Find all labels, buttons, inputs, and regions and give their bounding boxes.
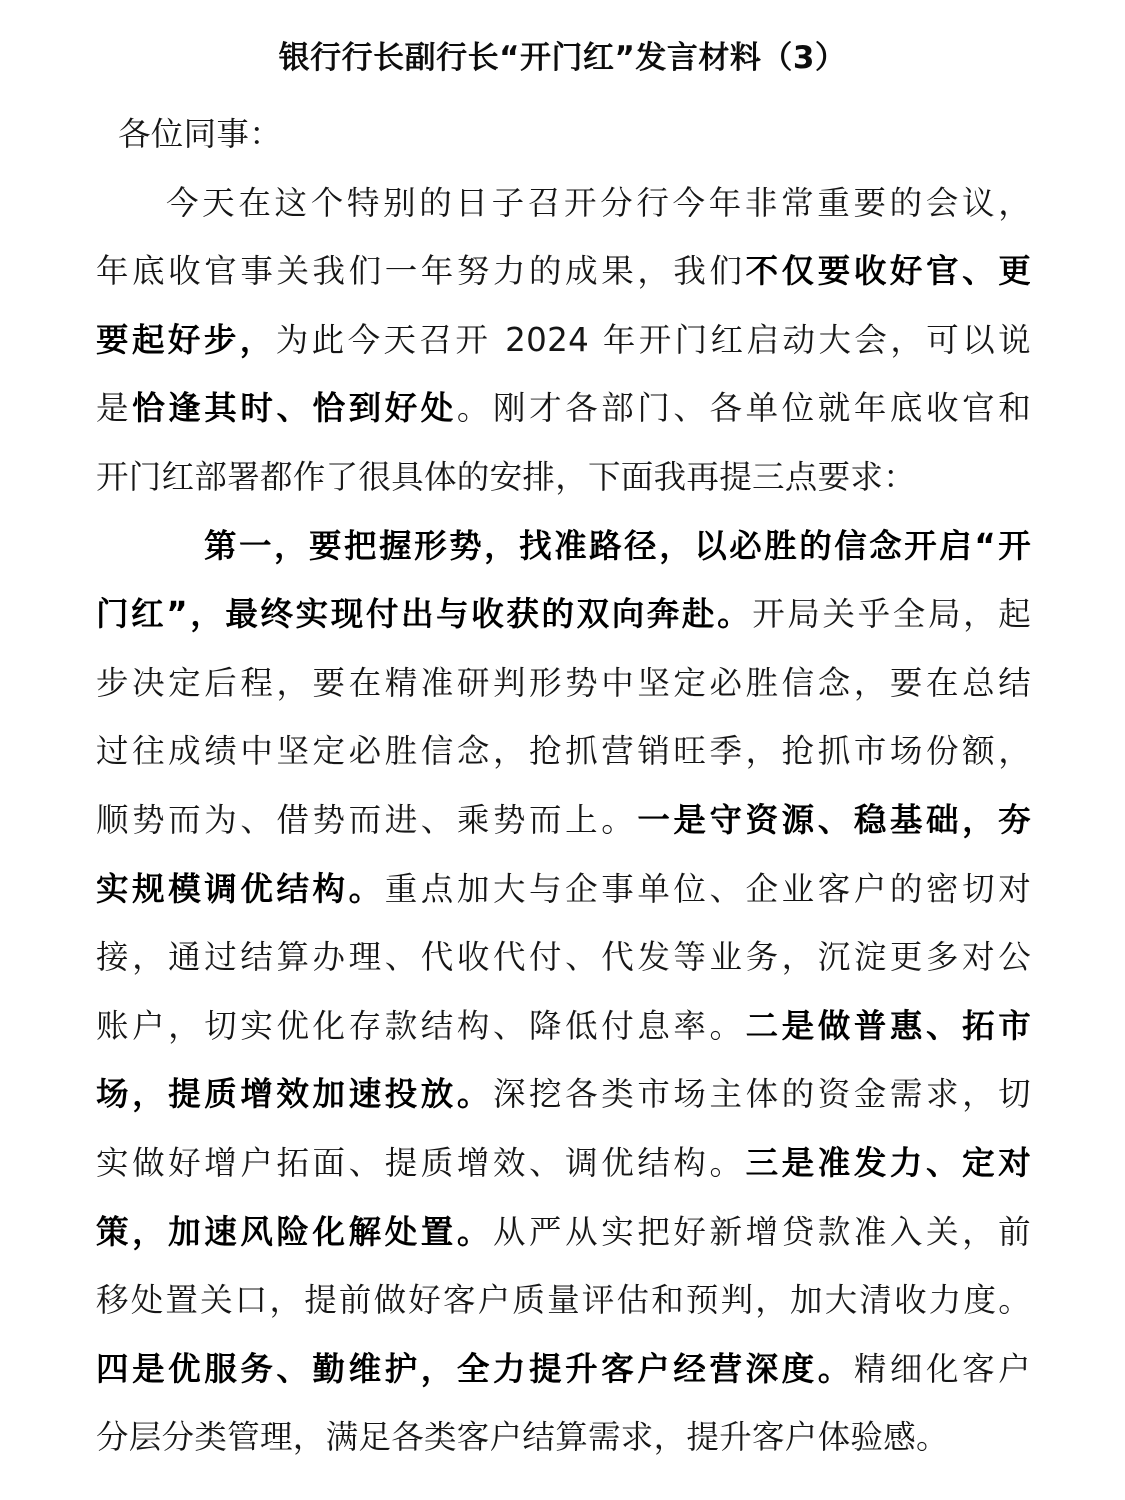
text-segment: 是: [96, 389, 133, 428]
bold-text-segment: 策，加速风险化解处置。: [96, 1212, 493, 1251]
bold-text-segment: 不仅要收好官、更: [745, 252, 1031, 291]
text-segment: 从严从实把好新增贷款准入关，前: [492, 1212, 1031, 1251]
text-line: [96, 992, 1031, 1061]
bold-text-segment: 一是守资源、稳基础，夯: [637, 800, 1031, 839]
text-segment: 账户，切实优化存款结构、降低付息率。: [96, 1006, 746, 1045]
bold-text-segment: 二是做普惠、拓市: [745, 1006, 1031, 1045]
text-line: [96, 1060, 1031, 1129]
text-line: [96, 717, 1031, 786]
text-line: [96, 1198, 1031, 1267]
text-line: [96, 1403, 1031, 1472]
text-line: [96, 855, 1031, 924]
text-segment: 重点加大与企事单位、企业客户的密切对: [384, 869, 1031, 908]
text-line: [96, 512, 1031, 581]
text-segment: 实做好增户拓面、提质增效、调优结构。: [96, 1143, 746, 1182]
text-segment: 开门红部署都作了很具体的安排，下面我再提三点要求：: [96, 457, 917, 496]
text-segment: 为此今天召开 2024 年开门红启动大会，可以说: [275, 320, 1031, 359]
text-line: [96, 1129, 1031, 1198]
text-segment: 分层分类管理，满足各类客户结算需求，提升客户体验感。: [96, 1418, 949, 1457]
text-line: [96, 786, 1031, 855]
bold-text-segment: 要起好步，: [96, 320, 276, 359]
text-segment: 今天在这个特别的日子召开分行今年非常重要的会议，: [166, 183, 1031, 222]
bold-text-segment: 第一，要把握形势，找准路径，以必胜的信念开启“开: [204, 526, 1031, 565]
text-line: [96, 923, 1031, 992]
bold-text-segment: 实规模调优结构。: [96, 869, 385, 908]
bold-text-segment: 恰逢其时、恰到好处: [132, 389, 457, 428]
text-line: [96, 374, 1031, 443]
text-line: [96, 1335, 1031, 1404]
text-segment: 深挖各类市场主体的资金需求，切: [492, 1075, 1031, 1114]
document-title: 银行行长副行长“开门红”发言材料（3）: [278, 40, 847, 76]
text-line: [96, 649, 1031, 718]
document-body: [96, 100, 1031, 1472]
text-segment: 各位同事：: [118, 115, 283, 153]
bold-text-segment: 四是优服务、勤维护，全力提升客户经营深度。: [96, 1349, 854, 1388]
salutation: [96, 100, 1031, 169]
text-segment: 。刚才各部门、各单位就年底收官和: [456, 389, 1031, 428]
text-segment: 步决定后程，要在精准研判形势中坚定必胜信念，要在总结: [96, 663, 1031, 702]
text-line: [96, 443, 1031, 512]
text-line: [96, 169, 1031, 238]
text-line: [96, 1266, 1031, 1335]
bold-text-segment: 场，提质增效加速投放。: [96, 1075, 493, 1114]
text-segment: 顺势而为、借势而进、乘势而上。: [96, 800, 638, 839]
text-segment: 精细化客户: [853, 1349, 1031, 1388]
bold-text-segment: 三是准发力、定对: [745, 1143, 1031, 1182]
text-segment: 年底收官事关我们一年努力的成果，我们: [96, 252, 746, 291]
text-segment: 移处置关口，提前做好客户质量评估和预判，加大清收力度。: [96, 1281, 1031, 1320]
text-line: [96, 306, 1031, 375]
bold-text-segment: 门红”，最终实现付出与收获的双向奔赴。: [96, 595, 753, 634]
text-segment: 接，通过结算办理、代收代付、代发等业务，沉淀更多对公: [96, 938, 1031, 977]
text-segment: 开局关乎全局，起: [752, 595, 1031, 634]
text-segment: 过往成绩中坚定必胜信念，抢抓营销旺季，抢抓市场份额，: [96, 732, 1031, 771]
text-line: [96, 237, 1031, 306]
text-line: [96, 580, 1031, 649]
